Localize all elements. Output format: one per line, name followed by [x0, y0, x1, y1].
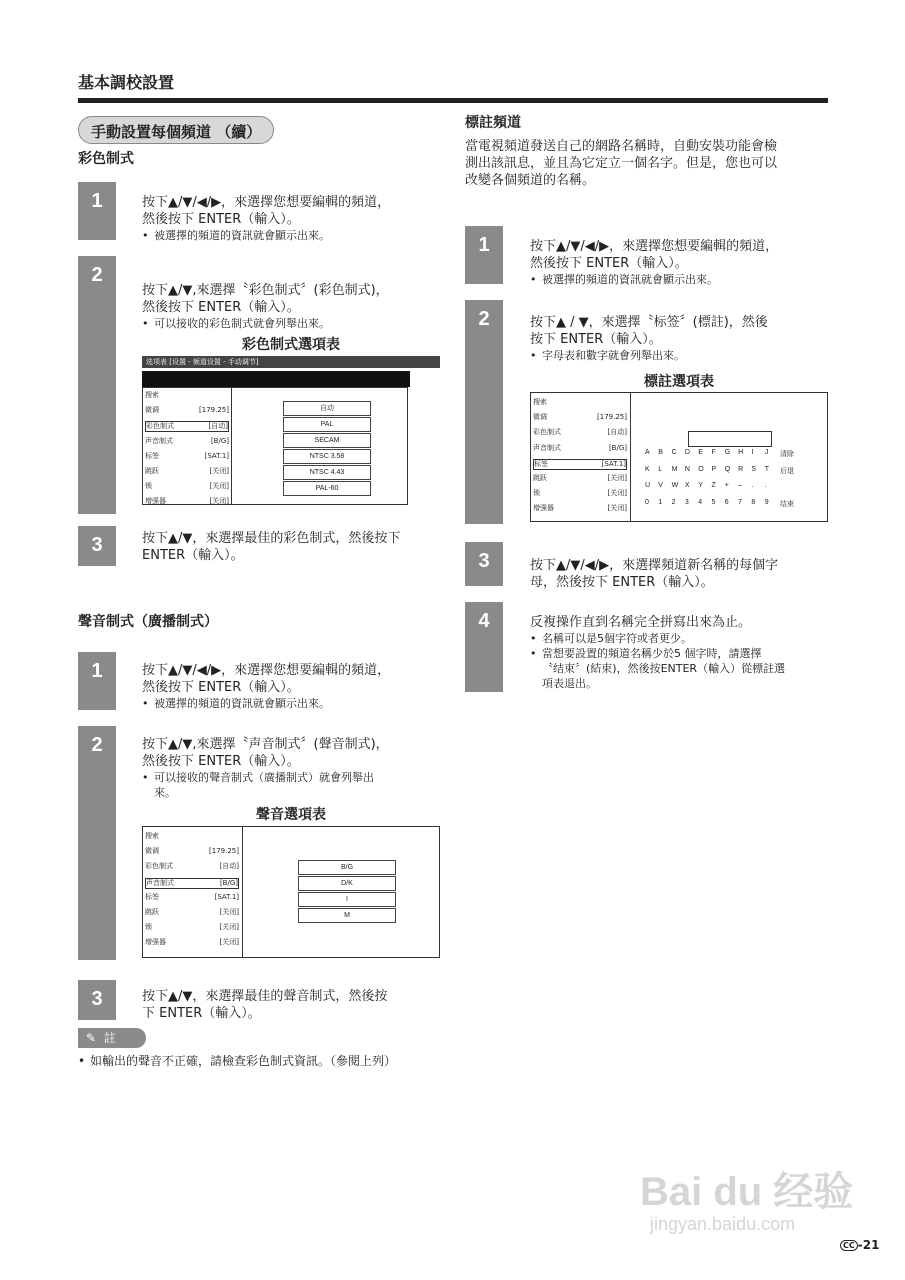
- note-badge: [78, 1028, 146, 1048]
- sound-step-2-text: [142, 736, 442, 800]
- menu-value: [关闭]: [209, 482, 229, 491]
- menu-value: [SAT.1]: [204, 451, 229, 460]
- text-line: 然後按下 ENTER（輸入）。: [142, 754, 300, 769]
- text-line: 改變各個頻道的名稱。: [465, 173, 596, 188]
- note-text: • 如輸出的聲音不正確，請檢查彩色制式資訊。（參閱上列）: [78, 1054, 458, 1069]
- key[interactable]: D: [684, 449, 690, 456]
- key[interactable]: 8: [751, 498, 756, 506]
- menu-value: [关闭]: [219, 938, 239, 947]
- menu-row[interactable]: [145, 878, 239, 889]
- menu-row[interactable]: [533, 474, 627, 483]
- option-item[interactable]: PAL: [283, 417, 371, 432]
- key[interactable]: S: [751, 465, 757, 473]
- text-line: 當電視頻道發送自己的網路名稱時，自動安裝功能會檢: [465, 139, 778, 154]
- text-line: 按下▲/▼/◀/▶，來選擇您想要編輯的頻道，: [142, 195, 391, 210]
- menu-value: [关闭]: [219, 908, 239, 916]
- menu-row[interactable]: [145, 482, 229, 491]
- bullet: • 可以接收的聲音制式（廣播制式）就會列舉出: [142, 770, 442, 785]
- sound-options: [298, 860, 398, 926]
- color-table-title: 彩色制式選項表: [242, 337, 340, 353]
- label-table-title: 標註選項表: [644, 374, 714, 390]
- menu-label: 微调: [145, 847, 159, 856]
- menu-row[interactable]: [145, 923, 239, 932]
- key[interactable]: 1: [658, 498, 663, 506]
- text-line: 按下 ENTER（輸入）。: [530, 332, 662, 347]
- text-line: 然後按下 ENTER（輸入）。: [142, 212, 300, 227]
- name-entry-box[interactable]: [688, 431, 772, 447]
- label-step-1-text: [530, 238, 830, 287]
- key[interactable]: L: [658, 465, 663, 473]
- menu-value: [179.25]: [209, 847, 239, 856]
- label-step-1: 1: [465, 226, 503, 284]
- sound-step-1: 1: [78, 652, 116, 710]
- menu-row[interactable]: [145, 938, 239, 947]
- text-line: 按下▲ / ▼，來選擇〝标签〞(標註)，然後: [530, 315, 768, 330]
- menu-label: 锁: [145, 923, 152, 932]
- menu-row[interactable]: [145, 497, 229, 506]
- menu-value: [关闭]: [219, 923, 239, 932]
- option-item[interactable]: NTSC 3.58: [283, 449, 371, 464]
- key[interactable]: T: [764, 465, 769, 473]
- menu-label: 声音制式: [146, 878, 174, 887]
- menu-row[interactable]: [533, 444, 627, 453]
- text-line: 母，然後按下 ENTER（輸入）。: [530, 575, 714, 590]
- label-heading: 標註頻道: [465, 115, 521, 131]
- key[interactable]: –: [738, 482, 742, 489]
- character-keyboard: [645, 449, 825, 515]
- key[interactable]: 9: [764, 498, 769, 506]
- text-line: 按下▲/▼,來選擇〝彩色制式〞(彩色制式)，: [142, 283, 389, 298]
- menu-value: [关闭]: [607, 504, 627, 513]
- key[interactable]: U: [645, 482, 651, 489]
- text-line: 按下▲/▼，來選擇最佳的彩色制式，然後按下: [142, 531, 401, 546]
- menu-label: 标签: [534, 459, 548, 468]
- screen-black-bar: [142, 371, 410, 387]
- key[interactable]: J: [764, 449, 769, 456]
- menu-label: 彩色制式: [533, 428, 561, 437]
- menu-row[interactable]: [145, 467, 229, 476]
- menu-label: 增强器: [533, 504, 554, 513]
- menu-value: [SAT.1]: [601, 459, 626, 468]
- menu-row[interactable]: [533, 398, 627, 407]
- bullet: • 被選擇的頻道的資訊就會顯示出來。: [530, 272, 830, 287]
- color-menu-list: [142, 387, 232, 505]
- bullet: • 被選擇的頻道的資訊就會顯示出來。: [142, 696, 442, 711]
- note-label: 註: [103, 1031, 116, 1045]
- cc-icon: CC: [840, 1240, 858, 1251]
- text-line: 按下▲/▼,來選擇〝声音制式〞(聲音制式)，: [142, 737, 389, 752]
- sound-step-3-text: [142, 988, 442, 1022]
- text-line: 然後按下 ENTER（輸入）。: [142, 300, 300, 315]
- menu-row[interactable]: [533, 459, 627, 470]
- menu-label: 微调: [145, 406, 159, 415]
- key[interactable]: 6: [724, 498, 729, 506]
- key[interactable]: W: [671, 482, 679, 489]
- watermark-logo: Bai du 经验: [640, 1170, 854, 1214]
- option-item[interactable]: B/G: [298, 860, 396, 875]
- menu-label: 彩色制式: [146, 422, 174, 431]
- menu-label: 锁: [533, 489, 540, 498]
- divider: [630, 392, 631, 522]
- menu-label: 搜索: [145, 832, 159, 840]
- menu-row[interactable]: [145, 847, 239, 856]
- label-menu-list: [530, 394, 630, 522]
- text-line: ENTER（輸入）。: [142, 548, 244, 563]
- watermark-url: jingyan.baidu.com: [650, 1214, 796, 1234]
- menu-row[interactable]: [145, 832, 239, 841]
- text-line: 按下▲/▼/◀/▶，來選擇您想要編輯的頻道，: [142, 663, 391, 678]
- bullet-continued: 項表退出。: [542, 677, 597, 690]
- key[interactable]: F: [711, 449, 716, 456]
- section-pill: 手動設置每個頻道 （續）: [78, 116, 274, 144]
- key[interactable]: G: [724, 449, 731, 456]
- bullet: • 被選擇的頻道的資訊就會顯示出來。: [142, 228, 442, 243]
- page-number-value: -21: [857, 1238, 880, 1252]
- menu-label: 增强器: [145, 938, 166, 947]
- color-step-2: 2: [78, 256, 116, 514]
- key[interactable]: Y: [698, 482, 703, 489]
- color-options: [283, 401, 373, 497]
- label-step-2-text: [530, 314, 830, 363]
- menu-label: 搜索: [145, 391, 159, 399]
- menu-value: [B/G]: [608, 443, 627, 452]
- label-step-2: 2: [465, 300, 503, 524]
- key[interactable]: K: [645, 465, 650, 473]
- key[interactable]: 2: [671, 498, 676, 506]
- key[interactable]: B: [658, 449, 663, 456]
- menu-row[interactable]: [533, 428, 627, 437]
- sound-step-2: 2: [78, 726, 116, 960]
- color-step-3-text: [142, 530, 442, 564]
- key[interactable]: E: [698, 449, 703, 456]
- menu-value: [关闭]: [209, 467, 229, 475]
- header-rule: [78, 98, 828, 103]
- menu-label: 标签: [145, 892, 159, 901]
- key[interactable]: 清除: [780, 451, 794, 458]
- menu-row[interactable]: [533, 504, 627, 513]
- key[interactable]: 4: [698, 498, 703, 506]
- sound-step-1-text: [142, 662, 442, 711]
- bullet: • 字母表和數字就會列舉出來。: [530, 348, 830, 363]
- menu-row[interactable]: [145, 421, 229, 432]
- key[interactable]: P: [711, 465, 717, 473]
- text-line: 下 ENTER（輸入）。: [142, 1006, 261, 1021]
- menu-label: 声音制式: [533, 443, 561, 452]
- key[interactable]: Z: [711, 482, 716, 489]
- menu-row[interactable]: [145, 391, 229, 400]
- text-line: 然後按下 ENTER（輸入）。: [142, 680, 300, 695]
- menu-value: [关闭]: [209, 497, 229, 506]
- key[interactable]: M: [671, 465, 678, 473]
- option-item[interactable]: SECAM: [283, 433, 371, 448]
- label-step-4: 4: [465, 602, 503, 692]
- bullet-continued: 〝结束〞(結束)，然後按ENTER（輸入）從標註選: [542, 662, 786, 675]
- key[interactable]: +: [724, 482, 729, 489]
- key[interactable]: R: [738, 465, 744, 473]
- option-item[interactable]: PAL-60: [283, 481, 371, 496]
- menu-label: 锁: [145, 482, 152, 491]
- menu-label: 搜索: [533, 398, 547, 406]
- color-step-1: 1: [78, 182, 116, 240]
- menu-value: [关闭]: [607, 474, 627, 482]
- menu-label: 跳跃: [533, 474, 547, 482]
- label-intro: [465, 138, 830, 189]
- page-header: 基本調校設置: [78, 73, 175, 92]
- sound-heading: 聲音制式（廣播制式）: [78, 614, 218, 630]
- text-line: 按下▲/▼/◀/▶，來選擇您想要編輯的頻道，: [530, 239, 779, 254]
- bullet-continued: 來。: [154, 786, 176, 799]
- screen-title-bar: 选项表 [设置 - 频道设置 - 手动调节]: [142, 356, 440, 368]
- menu-row[interactable]: [533, 489, 627, 498]
- menu-row[interactable]: [145, 437, 229, 446]
- menu-label: 跳跃: [145, 467, 159, 475]
- key[interactable]: N: [684, 465, 690, 473]
- menu-label: 标签: [145, 451, 159, 460]
- menu-value: [自动]: [607, 428, 627, 437]
- key[interactable]: 3: [684, 498, 689, 506]
- sound-step-3: 3: [78, 980, 116, 1020]
- menu-value: [B/G]: [210, 436, 229, 445]
- text-line: 然後按下 ENTER（輸入）。: [530, 256, 688, 271]
- option-item[interactable]: M: [298, 908, 396, 923]
- menu-value: [关闭]: [607, 489, 627, 498]
- key[interactable]: A: [645, 449, 650, 456]
- key[interactable]: H: [738, 449, 744, 456]
- label-step-3: 3: [465, 542, 503, 586]
- menu-value: [自动]: [208, 422, 228, 431]
- menu-value: [B/G]: [219, 878, 238, 887]
- text-line: 按下▲/▼/◀/▶，來選擇頻道新名稱的每個字: [530, 558, 779, 573]
- text-line: 按下▲/▼，來選擇最佳的聲音制式，然後按: [142, 989, 388, 1004]
- color-step-2-text: [142, 282, 442, 331]
- menu-label: 跳跃: [145, 908, 159, 916]
- text-line: 測出該訊息，並且為它定立一個名字。但是，您也可以: [465, 156, 778, 171]
- page-number: [840, 1238, 879, 1252]
- menu-value: [自动]: [219, 862, 239, 871]
- menu-value: [179.25]: [597, 413, 627, 422]
- key[interactable]: 5: [711, 498, 716, 506]
- color-step-3: 3: [78, 526, 116, 566]
- key[interactable]: 0: [645, 498, 649, 506]
- menu-value: [SAT.1]: [214, 892, 239, 901]
- key[interactable]: 后退: [780, 467, 794, 475]
- key[interactable]: O: [698, 465, 704, 473]
- menu-row[interactable]: [533, 413, 627, 422]
- option-item[interactable]: NTSC 4.43: [283, 465, 371, 480]
- option-item[interactable]: 自动: [283, 401, 371, 416]
- text-line: 反複操作直到名稱完全拼寫出來為止。: [530, 615, 752, 630]
- pencil-icon: ✎: [86, 1031, 97, 1045]
- sound-table-title: 聲音選項表: [256, 807, 326, 823]
- divider: [242, 826, 243, 958]
- option-item[interactable]: D/K: [298, 876, 396, 891]
- color-heading: 彩色制式: [78, 151, 134, 167]
- key[interactable]: C: [671, 449, 677, 456]
- bullet: • 可以接收的彩色制式就會列舉出來。: [142, 316, 442, 331]
- menu-row[interactable]: [145, 893, 239, 902]
- menu-row[interactable]: [145, 406, 229, 415]
- key[interactable]: I: [751, 449, 754, 456]
- key[interactable]: 结束: [780, 500, 794, 508]
- bullet: • 名稱可以是5個字符或者更少。: [530, 631, 830, 646]
- menu-label: 声音制式: [145, 436, 173, 445]
- key[interactable]: Q: [724, 465, 731, 473]
- label-step-3-text: [530, 557, 830, 591]
- menu-row[interactable]: [145, 862, 239, 871]
- key[interactable]: 7: [738, 498, 742, 506]
- menu-label: 增强器: [145, 497, 166, 506]
- sound-menu-list: [142, 828, 242, 958]
- key[interactable]: V: [658, 482, 663, 489]
- bullet: • 當想要設置的頻道名稱少於5 個字時，請選擇: [530, 646, 830, 661]
- key[interactable]: X: [684, 482, 690, 489]
- key[interactable]: .: [751, 482, 754, 489]
- color-step-1-text: [142, 194, 442, 243]
- option-item[interactable]: I: [298, 892, 396, 907]
- key[interactable]: .: [764, 482, 767, 489]
- menu-label: 彩色制式: [145, 862, 173, 871]
- menu-value: [179.25]: [199, 406, 229, 415]
- menu-row[interactable]: [145, 452, 229, 461]
- label-step-4-text: [530, 614, 830, 691]
- menu-row[interactable]: [145, 908, 239, 917]
- menu-label: 微调: [533, 413, 547, 422]
